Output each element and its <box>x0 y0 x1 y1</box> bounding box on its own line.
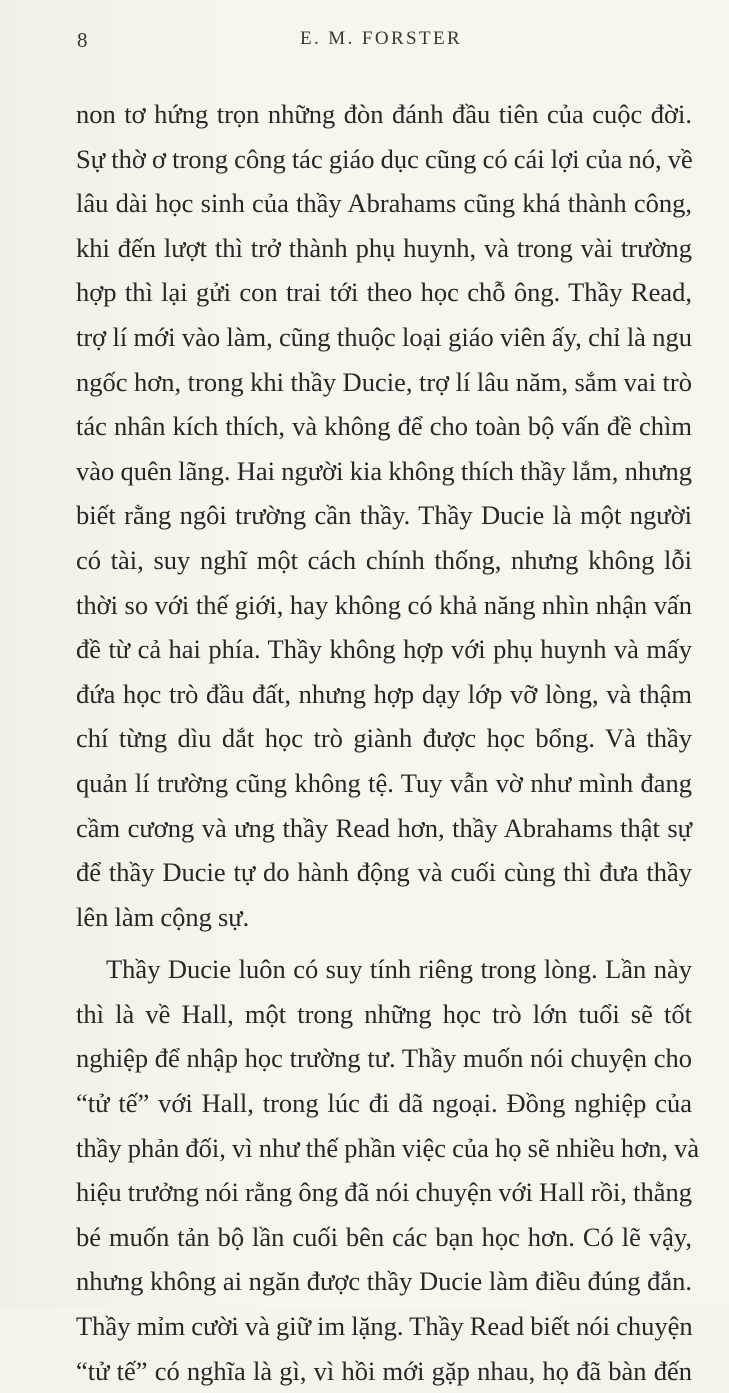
running-head <box>0 28 729 64</box>
text-line: “tử tế” với Hall, trong lúc đi dã ngoại. Đồng nghiệp của <box>76 1088 692 1119</box>
text-line: nghiệp để nhập học trường tư. Thầy muốn nói chuyện cho <box>76 1043 692 1074</box>
text-line: nhưng không ai ngăn được thầy Ducie làm điều đúng đắn. <box>76 1266 692 1297</box>
text-line: ngốc hơn, trong khi thầy Ducie, trợ lí lâu năm, sắm vai trò <box>76 366 692 397</box>
body-text <box>76 92 700 1393</box>
text-line: hợp thì lại gửi con trai tới theo học chỗ ông. Thầy Read, <box>76 277 692 308</box>
text-line: vào quên lãng. Hai người kia không thích thầy lắm, nhưng <box>76 455 692 486</box>
text-line: “tử tế” có nghĩa là gì, vì hồi mới gặp nhau, họ đã bàn đến <box>76 1355 692 1386</box>
text-line: trợ lí mới vào làm, cũng thuộc loại giáo viên ấy, chỉ là ngu <box>76 321 692 352</box>
text-line: lên làm cộng sự. <box>76 901 250 932</box>
text-line: thời so với thế giới, hay không có khả năng nhìn nhận vấn <box>76 589 692 620</box>
text-line: bé muốn tản bộ lần cuối bên các bạn học hơn. Có lẽ vậy, <box>76 1221 692 1252</box>
running-title-author: E. M. FORSTER <box>300 28 463 49</box>
text-line: thầy phản đối, vì như thế phần việc của họ sẽ nhiều hơn, và <box>76 1132 700 1163</box>
text-line: Sự thờ ơ trong công tác giáo dục cũng có cái lợi của nó, về <box>76 143 693 174</box>
text-line: để thầy Ducie tự do hành động và cuối cùng thì đưa thầy <box>76 857 692 888</box>
text-line: biết rằng ngôi trường cần thầy. Thầy Ducie là một người <box>76 500 692 531</box>
text-line: lâu dài học sinh của thầy Abrahams cũng khá thành công, <box>76 188 692 219</box>
page-number: 8 <box>77 28 89 52</box>
text-line: đứa học trò đầu đất, nhưng hợp dạy lớp vỡ lòng, và thậm <box>76 678 692 709</box>
text-line: khi đến lượt thì trở thành phụ huynh, và trong vài trường <box>76 232 692 263</box>
text-line: hiệu trưởng nói rằng ông đã nói chuyện với Hall rồi, thằng <box>76 1177 692 1208</box>
text-line: đề từ cả hai phía. Thầy không hợp với phụ huynh và mấy <box>76 634 692 665</box>
text-line: quản lí trường cũng không tệ. Tuy vẫn vờ như mình đang <box>76 767 692 798</box>
paragraph-1 <box>76 92 692 939</box>
text-line: có tài, suy nghĩ một cách chính thống, nhưng không lỗi <box>76 544 692 575</box>
text-line: cầm cương và ưng thầy Read hơn, thầy Abrahams thật sự <box>76 812 692 843</box>
text-line: Thầy Ducie luôn có suy tính riêng trong lòng. Lần này <box>106 954 692 985</box>
paragraph-2 <box>76 947 700 1393</box>
text-line: thì là về Hall, một trong những học trò lớn tuổi sẽ tốt <box>76 998 692 1029</box>
text-line: non tơ hứng trọn những đòn đánh đầu tiên của cuộc đời. <box>76 99 692 129</box>
text-line: tác nhân kích thích, và không để cho toàn bộ vấn đề chìm <box>76 411 692 442</box>
text-line: chí từng dìu dắt học trò giành được học bổng. Và thầy <box>76 723 692 754</box>
text-line: Thầy mỉm cười và giữ im lặng. Thầy Read biết nói chuyện <box>76 1311 693 1342</box>
